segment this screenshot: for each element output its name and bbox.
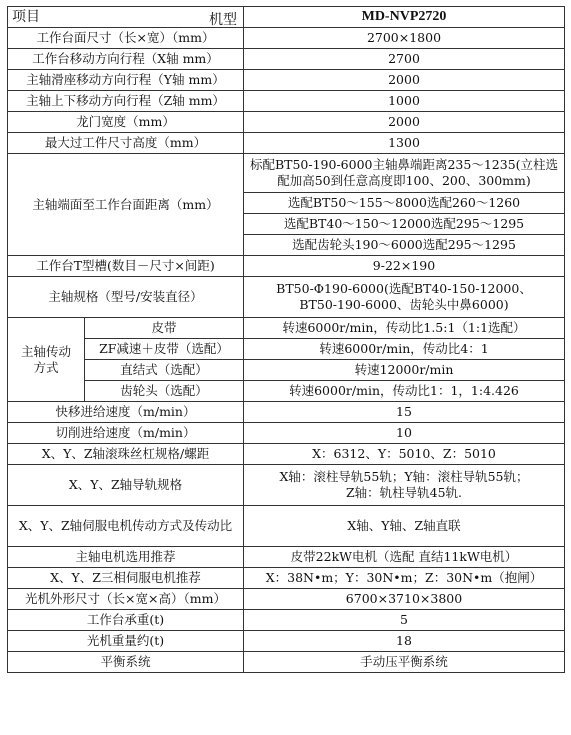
row-value: 2000 (244, 70, 565, 91)
spindle-spec-value (244, 277, 565, 318)
drive-type: 直结式（选配） (85, 360, 244, 381)
row-label: 光机外形尺寸（长×宽×高）（mm） (8, 589, 244, 610)
table-row (8, 631, 565, 652)
spindle-spec-label: 主轴规格（型号/安装直径） (8, 277, 244, 318)
table-row (8, 49, 565, 70)
spindle-drive-row (8, 360, 565, 381)
row-value: 18 (244, 631, 565, 652)
row-value: 2700 (244, 49, 565, 70)
row-label: X、Y、Z三相伺服电机推荐 (8, 568, 244, 589)
row-value: 15 (244, 402, 565, 423)
table-row (8, 256, 565, 277)
row-label: 主轴滑座移动方向行程（Y轴 mm） (8, 70, 244, 91)
table-row (8, 112, 565, 133)
table-row (8, 444, 565, 465)
t-slot-label: 工作台T型槽(数目－尺寸×间距) (8, 256, 244, 277)
spindle-drive-row (8, 339, 565, 360)
header-item-model-cell (8, 7, 244, 28)
row-label: 切削进给速度（m/min） (8, 423, 244, 444)
row-label: 工作台移动方向行程（X轴 mm） (8, 49, 244, 70)
spindle-spec-line: BT50-190-6000、齿轮头中鼻6000) (299, 297, 509, 312)
spindle-drive-label-line: 方式 (33, 359, 59, 375)
row-label: 最大过工件尺寸高度（mm） (8, 133, 244, 154)
row-value: 10 (244, 423, 565, 444)
guide-rail-line: X轴：滚柱导轨55轨；Y轴：滚柱导轨55轨； (279, 469, 529, 484)
spec-table (7, 6, 565, 673)
row-label: 龙门宽度（mm） (8, 112, 244, 133)
row-value: 1300 (244, 133, 565, 154)
row-value: 6700×3710×3800 (244, 589, 565, 610)
table-row (8, 568, 565, 589)
row-value: 2700×1800 (244, 28, 565, 49)
servo-drive-value: X轴、Y轴、Z轴直联 (244, 506, 565, 547)
guide-rail-row (8, 465, 565, 506)
servo-drive-label: X、Y、Z轴伺服电机传动方式及传动比 (8, 506, 244, 547)
spindle-drive-label-line: 主轴传动 (20, 343, 71, 359)
row-label: 光机重量约(t) (8, 631, 244, 652)
spindle-drive-row (8, 381, 565, 402)
header-model-label: 机型 (209, 12, 237, 28)
spindle-drive-row (8, 318, 565, 339)
row-value: 5 (244, 610, 565, 631)
table-row (8, 70, 565, 91)
row-value: X：6312、Y：5010、Z：5010 (244, 444, 565, 465)
servo-drive-row (8, 506, 565, 547)
spindle-distance-row (8, 154, 565, 193)
row-value: 皮带22kW电机（选配 直结11kW电机） (244, 547, 565, 568)
model-name: MD-NVP2720 (244, 7, 565, 28)
header-item-label: 项目 (12, 9, 40, 25)
drive-value: 转速12000r/min (244, 360, 565, 381)
row-label: 主轴电机选用推荐 (8, 547, 244, 568)
table-header-row (8, 7, 565, 28)
table-row (8, 28, 565, 49)
row-label: X、Y、Z轴滚珠丝杠规格/螺距 (8, 444, 244, 465)
row-label: 快移进给速度（m/min） (8, 402, 244, 423)
table-row (8, 589, 565, 610)
table-row (8, 423, 565, 444)
table-row (8, 133, 565, 154)
spindle-distance-standard: 标配BT50-190-6000主轴鼻端距离235～1235(立柱选配加高50到任意高度即100、200、300mm) (244, 154, 565, 193)
row-value: 手动压平衡系统 (244, 652, 565, 673)
table-row (8, 610, 565, 631)
spindle-distance-option: 选配BT40～150～12000选配295～1295 (244, 214, 565, 235)
spindle-distance-label: 主轴端面至工作台面距离（mm） (8, 154, 244, 256)
spindle-spec-line: BT50-Φ190-6000(选配BT40-150-12000、 (276, 281, 532, 296)
drive-value: 转速6000r/min，传动比1：1，1:4.426 (244, 381, 565, 402)
spec-sheet (7, 6, 565, 673)
spindle-drive-label (8, 318, 85, 402)
spindle-spec-row (8, 277, 565, 318)
table-row (8, 402, 565, 423)
drive-type: 皮带 (85, 318, 244, 339)
table-row (8, 652, 565, 673)
guide-rail-line: Z轴：轨柱导轨45轨. (345, 485, 463, 500)
row-label: 工作台面尺寸（长×宽）（mm） (8, 28, 244, 49)
row-value: 1000 (244, 91, 565, 112)
row-label: 主轴上下移动方向行程（Z轴 mm） (8, 91, 244, 112)
t-slot-value: 9-22×190 (244, 256, 565, 277)
row-label: 平衡系统 (8, 652, 244, 673)
drive-value: 转速6000r/min，传动比1.5:1（1:1选配） (244, 318, 565, 339)
spindle-distance-option: 选配BT50～155～8000选配260～1260 (244, 193, 565, 214)
row-value: 2000 (244, 112, 565, 133)
guide-rail-value (244, 465, 565, 506)
drive-type: 齿轮头（选配） (85, 381, 244, 402)
table-row (8, 91, 565, 112)
guide-rail-label: X、Y、Z轴导轨规格 (8, 465, 244, 506)
row-value: X：38N•m；Y：30N•m；Z：30N•m（抱闸） (244, 568, 565, 589)
drive-type: ZF减速＋皮带（选配） (85, 339, 244, 360)
table-row (8, 547, 565, 568)
spindle-distance-option: 选配齿轮头190～6000选配295～1295 (244, 235, 565, 256)
row-label: 工作台承重(t) (8, 610, 244, 631)
drive-value: 转速6000r/min，传动比4：1 (244, 339, 565, 360)
